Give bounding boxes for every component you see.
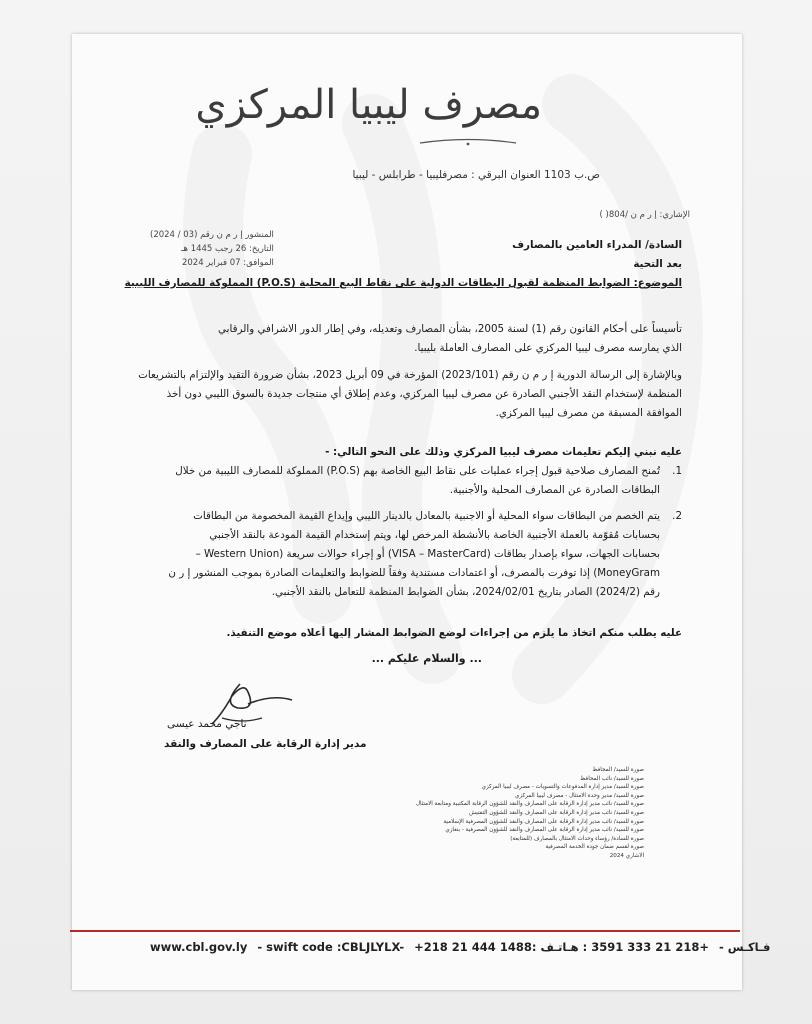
- reference-ishari: الإشاري: إ ر م ن /804( ): [599, 210, 690, 220]
- copies-list: [304, 766, 644, 861]
- instructions-intro: عليه نبني إليكم تعليمات مصرف ليبيا المركزي وذلك على النحو التالي: -: [325, 446, 682, 458]
- footer-fax: +218 21 444 1488: فـاكـس -: [414, 940, 771, 954]
- greeting: بعد التحية: [633, 258, 682, 270]
- copy-line: صورة للسادة/ رؤساء وحدات الامتثال بالمصارف (للمتابعة): [510, 835, 644, 842]
- signatory-name: ناجي محمد عيسى: [167, 718, 247, 730]
- copy-line: صورة لقسم ضمان جودة الخدمة المصرفية: [545, 844, 644, 851]
- copy-line: صورة للسيد/ المحافظ: [592, 767, 644, 773]
- instruction-item-2: 2. يتم الخصم من البطاقات سواء المحلية أو الاجنبية بالمعادل بالدينار الليبي وإيداع القيمة المخصومة من البطاقات بحسابات مُقوّمة بالعملة الأجنبية الخاصة بالأنشطة المرخص لها، ويتم إستخدام القيمة المودعة بالنقد الأجنبي بحسابات الجهات، سواء بإصدار بطاقات (VISA – MasterCard) أو إجراء حوالات سريعة (Western Union – MoneyGram) إذا توفرت بالمصرف، أو اعتمادات مستندية وفقاً للضوابط والتعليمات الصادرة بموجب المنشور إ ر ن رقم (2024/2) الصادر بتاريخ 2024/02/01، بشأن الضوابط المنظمة للتعامل بالنقد الأجنبي.: [112, 507, 682, 602]
- footer-phone: +218 21 333 3591 : هـاتـف: [540, 940, 709, 954]
- addressee-block: [112, 236, 682, 293]
- copy-line: صورة للسيد/ نائب مدير إدارة الرقابة على المصارف والنقد للشؤون المصرفية - بنغازي: [445, 827, 644, 834]
- signatory-title: مدير إدارة الرقابة على المصارف والنقد: [164, 738, 367, 750]
- letter-footer: [150, 940, 771, 954]
- paragraph-2: وبالإشارة إلى الرسالة الدورية إ ر م ن رقم (2023/101) المؤرخة في 09 أبريل 2023، بشأن ضرورة التقيد والإلتزام بالتشريعات المنظمة لإستخدام النقد الأجنبي الصادرة عن مصرف ليبيا المركزي، وعدم إطلاق أي منتجات جديدة بالسوق الليبي دون أخذ الموافقة المسبقة من مصرف ليبيا المركزي.: [138, 369, 682, 419]
- bank-address: ص.ب 1103 العنوان البرقي : مصرفليبيا - طرابلس - ليبيا: [352, 169, 600, 181]
- logo-underline-ornament: [418, 138, 518, 148]
- copy-line: صورة للسيد/ نائب مدير إدارة الرقابة على المصارف والنقد للشؤون التفتيش: [469, 809, 644, 816]
- handwritten-signature: [152, 674, 312, 744]
- item-number: 1.: [672, 465, 682, 477]
- paragraph-1: تأسيساً على أحكام القانون رقم (1) لسنة 2005، بشأن المصارف وتعديله، وفي إطار الدور الاشرافي والرقابي الذي يمارسه مصرف ليبيا المركزي على المصارف العاملة بليبيا.: [218, 323, 682, 354]
- copy-line: صورة للسيد/ مدير وحدة الامتثال - مصرف ليبيا المركزي: [515, 792, 644, 799]
- copy-line: صورة للسيد/ نائب المحافظ: [580, 775, 644, 782]
- footer-swift: - swift code :CBLJLYLX-: [257, 940, 405, 954]
- request-paragraph: عليه يطلب منكم اتخاذ ما يلزم من إجراءات لوضع الضوابط المشار إليها أعلاه موضع التنفيذ.: [226, 627, 682, 639]
- instruction-item-1: 1. تُمنح المصارف صلاحية قبول إجراء عمليات على نقاط البيع الخاصة بهم (P.O.S) المملوكة للمصارف الليبية من خلال البطاقات الصادرة عن المصارف المحلية والأجنبية.: [112, 462, 682, 500]
- date-gregorian: الموافق: 07 فبراير 2024: [181, 258, 274, 268]
- copy-line: صورة للسيد/ نائب مدير إدارة الرقابة على المصارف والنقد للشؤون المصرفية الإسلامية: [443, 818, 644, 825]
- subject: الموضوع: الضوابط المنظمة لقبول البطاقات الدولية على نقاط البيع المحلية (P.O.S) المملوكة للمصارف الليبية: [124, 277, 682, 289]
- letter-page: [72, 34, 742, 990]
- copy-line: صورة للسيد/ نائب مدير إدارة الرقابة على المصارف والنقد للشؤون الرقابة المكتبية ومتابعة الامتثال: [415, 801, 644, 808]
- footer-divider: [70, 930, 740, 932]
- copy-line: صورة للسيد/ مدير إدارة المدفوعات والتسويات - مصرف ليبيا المركزي: [481, 784, 644, 791]
- bank-logo-text: مصرف ليبيا المركزي: [195, 82, 542, 128]
- item-number: 2.: [672, 510, 682, 522]
- addressee: السادة/ المدراء العامين بالمصارف: [512, 239, 682, 251]
- circular-number: المنشور إ ر م ن رقم (03 / 2024): [150, 230, 274, 240]
- closing-salutation: ... والسلام عليكم ...: [371, 652, 482, 665]
- copy-line: الاشاري 2024: [609, 852, 644, 859]
- date-hijri: التاريخ: 26 رجب 1445 هـ: [181, 244, 274, 254]
- footer-website: www.cbl.gov.ly: [150, 940, 248, 954]
